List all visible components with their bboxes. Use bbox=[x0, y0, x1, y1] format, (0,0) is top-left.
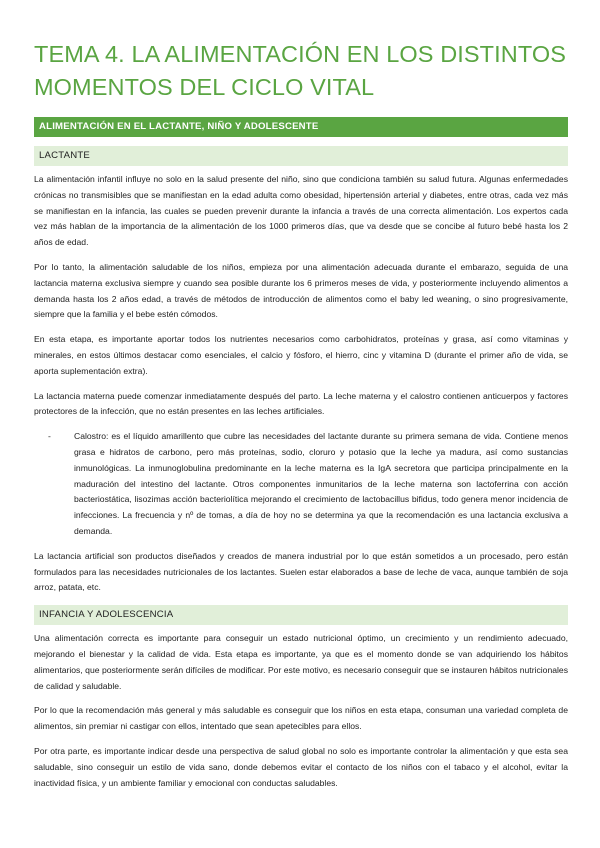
subsection-heading-infancia: INFANCIA Y ADOLESCENCIA bbox=[34, 605, 568, 625]
list-item-text: Calostro: es el líquido amarillento que cubre las necesidades del lactante durante su primera semana de vida. Contiene menos grasa e hidratos de carbono, pero más proteínas, sodio, cloruro y potasio que la leche ya madura, así como sustancias inmunológicas. La inmunoglobulina predominante en la leche materna es la IgA secretora que participa principalmente en la maduración del intestino del lactante. Otros componentes inmunitarios de la leche materna son lactoferrina con acción bacteriostática, lisozimas acción bacteriolítica mejorando el crecimiento de lactobacillus bifidus, todo genera menor incidencia de infecciones. La frecuencia y nº de tomas, a día de hoy no se determina ya que la recomendación es una lactancia exclusiva a demanda. bbox=[74, 431, 568, 536]
paragraph: Por lo tanto, la alimentación saludable de los niños, empieza por una alimentación adecuada durante el embarazo, seguida de una lactancia materna exclusiva siempre y cuando sea posible durante los 6 primeros meses de vida, y posteriormente incluyendo alimentos a demanda hasta los 2 años edad, a través de métodos de introducción de alimentos como el baby led weaning, o sino progresivamente, siempre que la familia y el bebe estén cómodos. bbox=[34, 261, 568, 320]
subsection-heading-lactante: LACTANTE bbox=[34, 146, 568, 166]
paragraph: Por otra parte, es importante indicar desde una perspectiva de salud global no solo es importante controlar la alimentación y que esta sea saludable, sino conseguir un estilo de vida sano, donde debemos evitar el contacto de los niños con el tabaco y el alcohol, evitar la inactividad física, y un ambiente familiar y emocional con conductas saludables. bbox=[34, 745, 568, 788]
bullet-list bbox=[34, 429, 568, 540]
bullet-marker: - bbox=[48, 431, 51, 442]
paragraph: En esta etapa, es importante aportar todos los nutrientes necesarios como carbohidratos, proteínas y grasa, así como vitaminas y minerales, en estos últimos destacar como esenciales, el calcio y fósforo, el hierro, cinc y vitamina D (durante el primer año de vida, se aporta suplementación extra). bbox=[34, 334, 568, 376]
paragraph: Por lo que la recomendación más general y más saludable es conseguir que los niños en esta etapa, consuman una variedad completa de alimentos, sin premiar ni castigar con ellos, intentado que sean apetecibles para ellos. bbox=[34, 705, 568, 732]
paragraph: La lactancia materna puede comenzar inmediatamente después del parto. La leche materna y el calostro contienen anticuerpos y factores protectores de la infección, que no están presentes en las leches artificiales. bbox=[34, 390, 568, 417]
paragraph: La lactancia artificial son productos diseñados y creados de manera industrial por lo que están sometidos a un procesado, pero están formulados para las necesidades nutricionales de los lactantes. Suelen estar elaborados a base de leche de vaca, aunque también de soja arroz, patata, etc. bbox=[34, 550, 568, 593]
paragraph: Una alimentación correcta es importante para conseguir un estado nutricional óptimo, un crecimiento y un rendimiento adecuado, mejorando el bienestar y la calidad de vida. Esta etapa es importante, ya que es el momento donde se van adquiriendo los hábitos alimentarios, que posteriormente serán difíciles de modificar. Por este motivo, es necesario conseguir que se instauren hábitos nutricionales de calidad y saludable. bbox=[34, 633, 568, 691]
paragraph: La alimentación infantil influye no solo en la salud presente del niño, sino que condiciona también su salud futura. Algunas enfermedades crónicas no transmisibles que se manifiestan en la edad adulta como obesidad, hipertensión arterial y diabetes, entre otras, cada vez más se manifiestan en la infancia, las cuales se pueden prevenir durante la infancia a través de una correcta alimentación. Los expertos cada vez más hablan de la importancia de la alimentación de los 1000 primeros días, que va desde que se concibe al futuro bebé hasta los 2 años de edad. bbox=[34, 174, 568, 248]
section-heading: ALIMENTACIÓN EN EL LACTANTE, NIÑO Y ADOLESCENTE bbox=[34, 117, 568, 137]
document-title: TEMA 4. LA ALIMENTACIÓN EN LOS DISTINTOS MOMENTOS DEL CICLO VITAL bbox=[34, 41, 567, 100]
list-item bbox=[48, 429, 568, 540]
